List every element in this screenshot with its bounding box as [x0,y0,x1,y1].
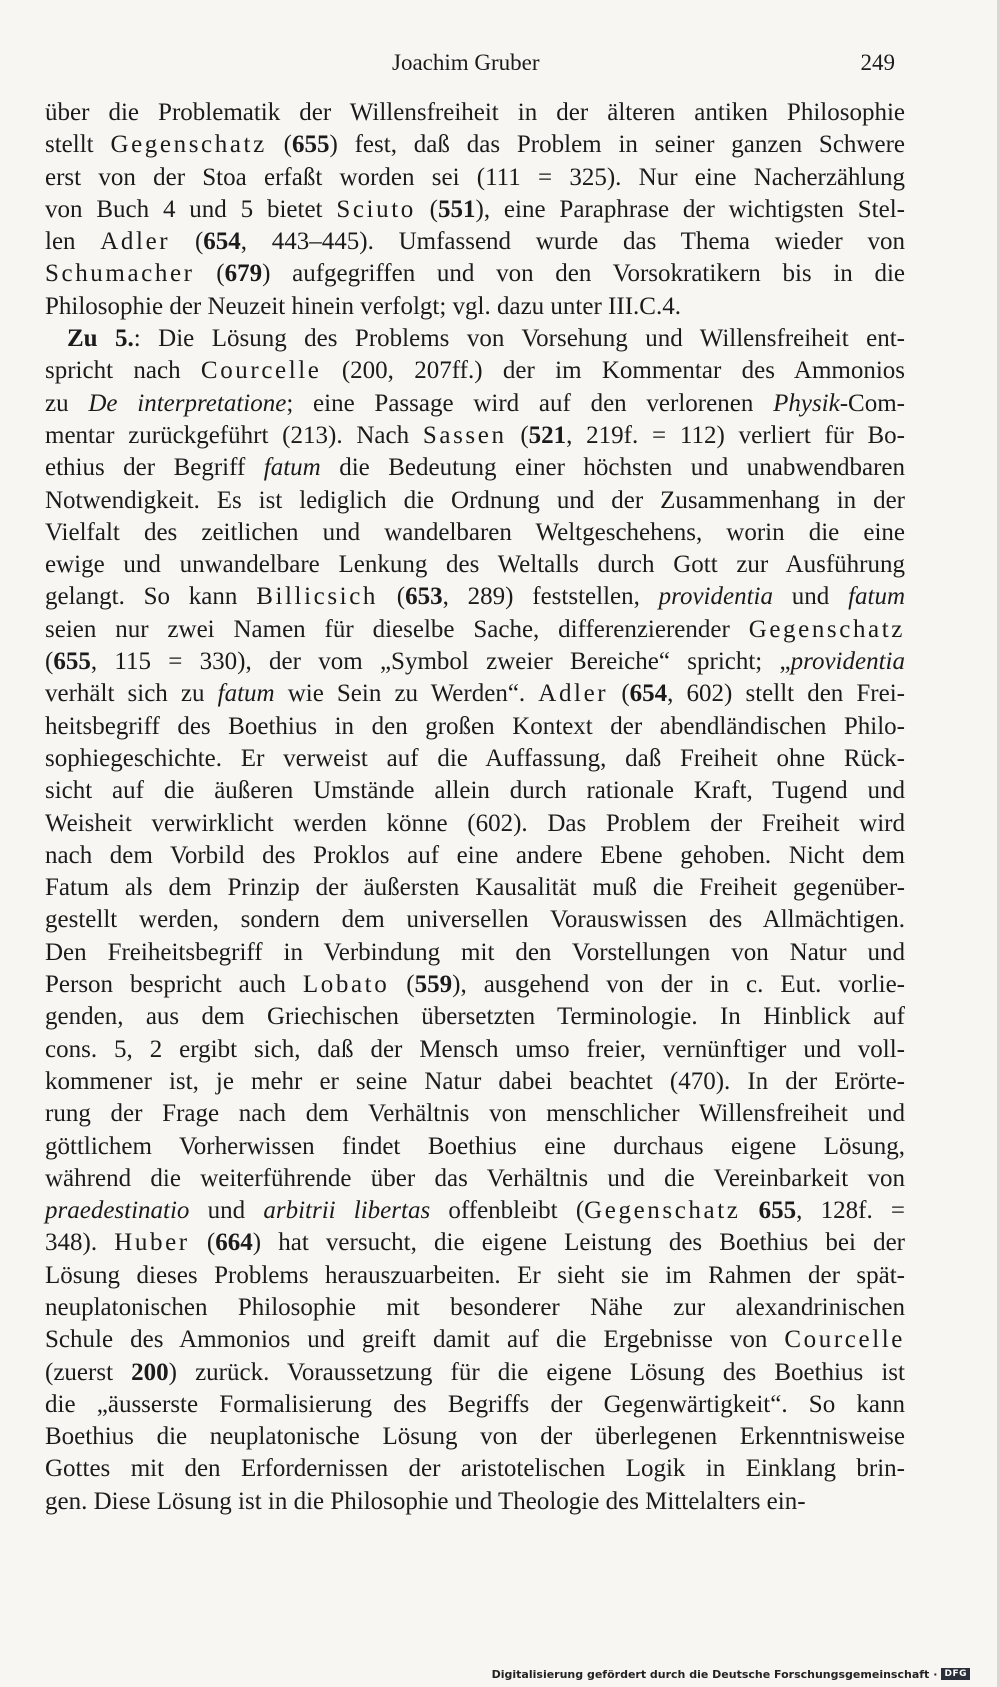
spaced-author-name: Adler [538,680,609,708]
text-run: ( [389,971,415,999]
text-line [45,711,905,743]
text-run: gestellt werden, sondern dem universellen Vorauswissen des Allmächtigen. [45,906,905,934]
running-head: Joachim Gruber [392,50,540,75]
page-number: 249 [860,50,895,75]
text-run: Philosophie der Neuzeit hinein verfolgt; vgl. dazu unter III.C.4. [45,292,681,320]
text-run: ; eine Passage wird auf den verlorenen [286,389,774,417]
text-line [45,97,905,129]
bold-reference: Zu 5. [67,325,134,353]
text-run: zu [45,389,89,417]
text-run: von Buch 4 und 5 bietet [45,195,337,223]
text-line [45,1453,905,1485]
body-text [45,97,905,1518]
text-line [45,323,905,355]
text-run: , 115 = 330), der vom „Symbol zweier Bereiche“ spricht; „ [90,648,791,676]
text-run: gen. Diese Lösung ist in die Philosophie und Theologie des Mittelalters ein- [45,1487,806,1515]
text-run: ( [506,421,529,449]
bold-reference: 551 [438,195,476,223]
text-line [45,743,905,775]
text-line [45,452,905,484]
spaced-author-name: Courcelle [784,1326,905,1354]
bold-reference: 664 [215,1229,253,1257]
text-run: , 289) feststellen, [442,583,659,611]
italic-term: fatum [263,454,321,482]
text-run: cons. 5, 2 ergibt sich, daß der Mensch umso freier, vernünftiger und voll- [45,1035,905,1063]
text-line [45,1001,905,1033]
text-run: : Die Lösung des Problems von Vorsehung und Willensfreiheit ent- [133,325,905,353]
text-run: ( [170,228,204,256]
text-line [45,194,905,226]
text-run: die Bedeutung einer höchsten und unabwendbaren [320,454,905,482]
text-run: ( [194,260,225,288]
text-run: genden, aus dem Griechischen übersetzten Terminologie. In Hinblick auf [45,1003,905,1031]
italic-term: De interpretatione [88,389,287,417]
text-run: nach dem Vorbild des Proklos auf eine andere Ebene gehoben. Nicht dem [45,841,905,869]
text-run: len [45,228,101,256]
text-run: Notwendigkeit. Es ist lediglich die Ordnung und der Zusammenhang in der [45,486,905,514]
text-run: , 443–445). Umfassend wurde das Thema wieder von [240,228,905,256]
text-run: ) hat versucht, die eigene Leistung des Boethius bei der [252,1229,905,1257]
text-run: Den Freiheitsbegriff in Verbindung mit den Vorstellungen von Natur und [45,938,905,966]
text-run: offenbleibt ( [430,1197,585,1225]
text-run: 348). [45,1229,115,1257]
text-run [740,1197,758,1224]
text-run: ethius der Begriff [45,454,264,482]
text-line [45,678,905,710]
spaced-author-name: Sassen [422,421,507,449]
text-line [45,840,905,872]
text-run: Gottes mit den Erfordernissen der aristotelischen Logik in Einklang brin- [45,1455,905,1483]
italic-term: Physik [773,389,840,417]
text-line [45,1292,905,1324]
text-run: seien nur zwei Namen für dieselbe Sache, differenzierender [45,615,749,643]
text-run: Boethius die neuplatonische Lösung von der überlegenen Erkenntnisweise [45,1423,905,1451]
text-line [45,808,905,840]
spaced-author-name: Adler [100,228,171,256]
text-run: stellt [45,131,111,159]
text-run: Fatum als dem Prinzip der äußersten Kausalität muß die Freiheit gegenüber- [45,874,905,902]
text-run: -Com- [839,389,905,417]
digitization-footer: Digitalisierung gefördert durch die Deutsche Forschungsgemeinschaft · DFG [492,1664,970,1684]
text-run: rung der Frage nach dem Verhältnis von menschlicher Willensfreiheit und [45,1100,905,1128]
text-run: ( [415,195,439,223]
italic-term: providentia [790,648,905,676]
bold-reference: 654 [629,680,668,708]
text-line [45,1486,905,1518]
text-line [45,1163,905,1195]
text-run: ) aufgegriffen und von den Vorsokratikern bis in die [262,260,905,288]
text-run: neuplatonischen Philosophie mit besonderer Nähe zur alexandrinischen [45,1293,905,1321]
text-line [45,614,905,646]
text-run: , 219f. = 112) verliert für Bo- [566,421,905,449]
text-line [45,775,905,807]
italic-term: arbitrii libertas [263,1197,431,1225]
text-line [45,420,905,452]
text-line [45,355,905,387]
bold-reference: 655 [291,131,330,159]
italic-term: praedestinatio [45,1197,190,1225]
text-run: ( [378,583,406,611]
bold-reference: 559 [414,971,453,999]
text-run: die „äusserste Formalisierung des Begriffs der Gegenwärtigkeit“. So kann [45,1390,905,1418]
text-run: (zuerst [45,1358,132,1386]
text-run: ) fest, daß das Problem in seiner ganzen Schwere [329,131,905,159]
text-run: während die weiterführende über das Verhältnis und die Vereinbarkeit von [45,1164,905,1192]
text-line [45,129,905,161]
text-line [45,1389,905,1421]
text-line [45,1098,905,1130]
page-header [40,50,895,82]
text-line [45,646,905,678]
text-run: Lösung dieses Problems herauszuarbeiten. Er sieht sie im Rahmen der spät- [45,1261,905,1289]
text-line [45,1260,905,1292]
text-run: , 602) stellt den Frei- [667,680,905,708]
text-line [45,872,905,904]
bold-reference: 655 [53,648,91,676]
bold-reference: 653 [405,583,443,611]
text-run: Vielfalt des zeitlichen und wandelbaren Weltgeschehens, worin die eine [45,518,905,546]
text-run: ( [266,131,292,159]
text-run: heitsbegriff des Boethius in den großen Kontext der abendländischen Philo- [45,712,905,740]
text-run: (200, 207ff.) der im Kommentar des Ammonios [321,357,906,385]
text-line [45,969,905,1001]
spaced-author-name: Gegenschatz [110,131,267,159]
text-run: göttlichem Vorherwissen findet Boethius eine durchaus eigene Lösung, [45,1132,905,1160]
text-run: sicht auf die äußeren Umstände allein durch rationale Kraft, Tugend und [45,777,905,805]
bold-reference: 200 [131,1358,169,1386]
text-run: gelangt. So kann [45,583,257,611]
italic-term: providentia [658,583,773,611]
spaced-author-name: Billicsich [256,583,379,611]
text-run: Schule des Ammonios und greift damit auf die Ergebnisse von [45,1326,785,1354]
text-run: und [773,583,849,611]
text-run: ) zurück. Voraussetzung für die eigene Lösung des Boethius ist [168,1358,905,1386]
bold-reference: 679 [224,260,263,288]
spaced-author-name: Gegenschatz [748,615,905,643]
text-line [45,549,905,581]
bold-reference: 521 [528,421,567,449]
text-line [45,1195,905,1227]
text-line [45,162,905,194]
text-line [45,1066,905,1098]
text-run: mentar zurückgeführt (213). Nach [45,421,423,449]
spaced-author-name: Lobato [302,971,390,999]
text-line [45,517,905,549]
text-run: ( [189,1229,216,1257]
text-line [45,1034,905,1066]
text-run: und [189,1197,264,1225]
bold-reference: 655 [758,1197,797,1225]
spaced-author-name: Gegenschatz [584,1197,741,1225]
text-run: ( [45,648,54,676]
text-run: ), ausgehend von der in c. Eut. vorlie- [452,971,905,999]
text-line [45,1131,905,1163]
bold-reference: 654 [203,228,241,256]
text-line [45,1421,905,1453]
text-run: Weisheit verwirklicht werden könne (602). Das Problem der Freiheit wird [45,809,905,837]
text-run: ewige und unwandelbare Lenkung des Weltalls durch Gott zur Ausführung [45,551,905,579]
spaced-author-name: Huber [114,1229,190,1257]
text-run: , 128f. = [796,1197,905,1225]
text-line [45,904,905,936]
text-run: ), eine Paraphrase der wichtigsten Stel- [475,195,905,223]
text-run: über die Problematik der Willensfreiheit in der älteren antiken Philosophie [45,99,905,126]
text-line [45,485,905,517]
digitization-note: Digitalisierung gefördert durch die Deutsche Forschungsgemeinschaft [491,1667,930,1681]
italic-term: fatum [217,680,275,708]
spaced-author-name: Courcelle [200,357,322,385]
text-line [45,937,905,969]
text-line [45,258,905,290]
text-line [45,291,905,323]
spaced-author-name: Schumacher [45,260,195,288]
spaced-author-name: Sciuto [336,195,416,223]
text-run: kommener ist, je mehr er seine Natur dabei beachtet (470). In der Erörte- [45,1067,905,1095]
text-run: spricht nach [45,357,201,385]
text-run: verhält sich zu [45,680,218,708]
italic-term: fatum [848,583,906,611]
text-line [45,388,905,420]
text-run: sophiegeschichte. Er verweist auf die Auffassung, daß Freiheit ohne Rück- [45,744,905,772]
text-run: Person bespricht auch [45,971,303,999]
text-line [45,581,905,613]
text-run: erst von der Stoa erfaßt worden sei (111 = 325). Nur eine Nacherzählung [45,163,905,191]
text-run: wie Sein zu Werden“. [274,680,539,708]
dfg-logo: DFG [941,1668,970,1680]
text-line [45,1357,905,1389]
text-line [45,226,905,258]
text-line [45,1324,905,1356]
text-line [45,1227,905,1259]
text-run: ( [608,680,630,708]
